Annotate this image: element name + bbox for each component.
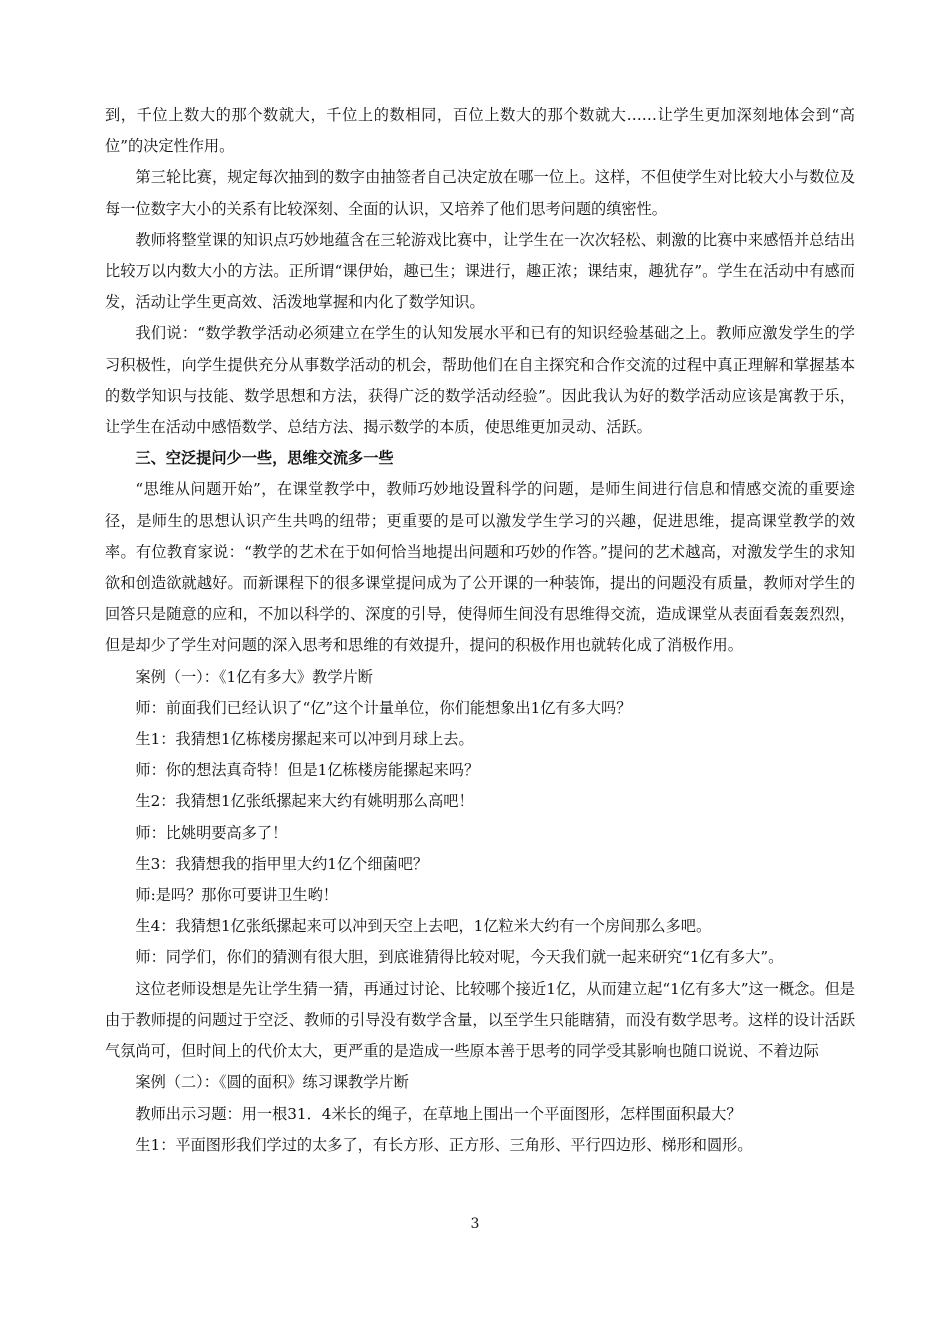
dialogue-line: 师：比姚明要高多了！ — [135, 823, 288, 842]
case-title: 案例（一）：《1亿有多大》教学片断 — [135, 667, 373, 686]
dialogue-line: 教师出示习题：用一根31．4米长的绳子，在草地上围出一个平面图形，怎样围面积最大？ — [135, 1104, 742, 1123]
dialogue-line: 师:是吗？那你可要讲卫生哟！ — [135, 886, 338, 905]
dialogue-line: 生3：我猜想我的指甲里大约1亿个细菌吧？ — [135, 854, 429, 873]
paragraph: 教师将整堂课的知识点巧妙地蕴含在三轮游戏比赛中，让学生在一次次轻松、刺激的比赛中来感悟并总结出比较万以内数大小的方法。正所谓“课伊始，趣已生；课进行，趣正浓；课结束，趣犹存”。学生在活动中有感而发，活动让学生更高效、活泼地掌握和内化了数学知识。 — [105, 230, 855, 312]
document-body — [105, 100, 855, 1161]
paragraph: 这位老师设想是先让学生猜一猜，再通过讨论、比较哪个接近1亿，从而建立起“1亿有多大”这一概念。但是由于教师提的问题过于空泛、教师的引导没有数学含量，以至学生只能瞎猜，而没有数学思考。这样的设计活跃气氛尚可，但时间上的代价太大，更严重的是造成一些原本善于思考的同学受其影响也随口说说、不着边际 — [105, 979, 855, 1061]
dialogue-line: 师：前面我们已经认识了“亿”这个计量单位，你们能想象出1亿有多大吗？ — [135, 698, 632, 717]
dialogue-line: 生1：我猜想1亿栋楼房摞起来可以冲到月球上去。 — [135, 730, 474, 749]
paragraph-continuation: 到，千位上数大的那个数就大，千位上的数相同，百位上数大的那个数就大……让学生更加深刻地体会到“高位”的决定性作用。 — [105, 106, 855, 156]
paragraph: 第三轮比赛，规定每次抽到的数字由抽签者自己决定放在哪一位上。这样，不但使学生对比较大小与数位及每一位数字大小的关系有比较深刻、全面的认识，又培养了他们思考问题的缜密性。 — [105, 168, 855, 218]
page-number: 3 — [470, 1216, 480, 1232]
section-heading: 三、空泛提问少一些，思维交流多一些 — [135, 449, 394, 468]
dialogue-line: 生4：我猜想1亿张纸摞起来可以冲到天空上去吧，1亿粒米大约有一个房间那么多吧。 — [135, 917, 712, 936]
paragraph: 我们说：“数学教学活动必须建立在学生的认知发展水平和已有的知识经验基础之上。教师应激发学生的学习积极性，向学生提供充分从事数学活动的机会，帮助他们在自主探究和合作交流的过程中真正理解和掌握基本的数学知识与技能、数学思想和方法，获得广泛的数学活动经验”。因此我认为好的数学活动应该是寓教于乐，让学生在活动中感悟数学、总结方法、揭示数学的本质，使思维更加灵动、活跃。 — [105, 324, 855, 437]
dialogue-line: 师：同学们，你们的猜测有很大胆，到底谁猜得比较对呢，今天我们就一起来研究“1亿有多大”。 — [135, 948, 784, 967]
case-title: 案例（二）：《圆的面积》练习课教学片断 — [135, 1073, 409, 1092]
paragraph: “思维从问题开始”，在课堂教学中，教师巧妙地设置科学的问题，是师生间进行信息和情感交流的重要途径，是师生的思想认识产生共鸣的纽带；更重要的是可以激发学生学习的兴趣，促进思维，提高课堂教学的效率。有位教育家说：“教学的艺术在于如何恰当地提出问题和巧妙的作答。”提问的艺术越高，对激发学生的求知欲和创造欲就越好。而新课程下的很多课堂提问成为了公开课的一种装饰，提出的问题没有质量，教师对学生的回答只是随意的应和，不加以科学的、深度的引导，使得师生间没有思维得交流，造成课堂从表面看轰轰烈烈，但是却少了学生对问题的深入思考和思维的有效提升，提问的积极作用也就转化成了消极作用。 — [105, 480, 855, 655]
dialogue-line: 生1：平面图形我们学过的太多了，有长方形、正方形、三角形、平行四边形、梯形和圆形。 — [135, 1135, 753, 1154]
dialogue-line: 师：你的想法真奇特！但是1亿栋楼房能摞起来吗？ — [135, 761, 480, 780]
dialogue-line: 生2：我猜想1亿张纸摞起来大约有姚明那么高吧！ — [135, 792, 474, 811]
